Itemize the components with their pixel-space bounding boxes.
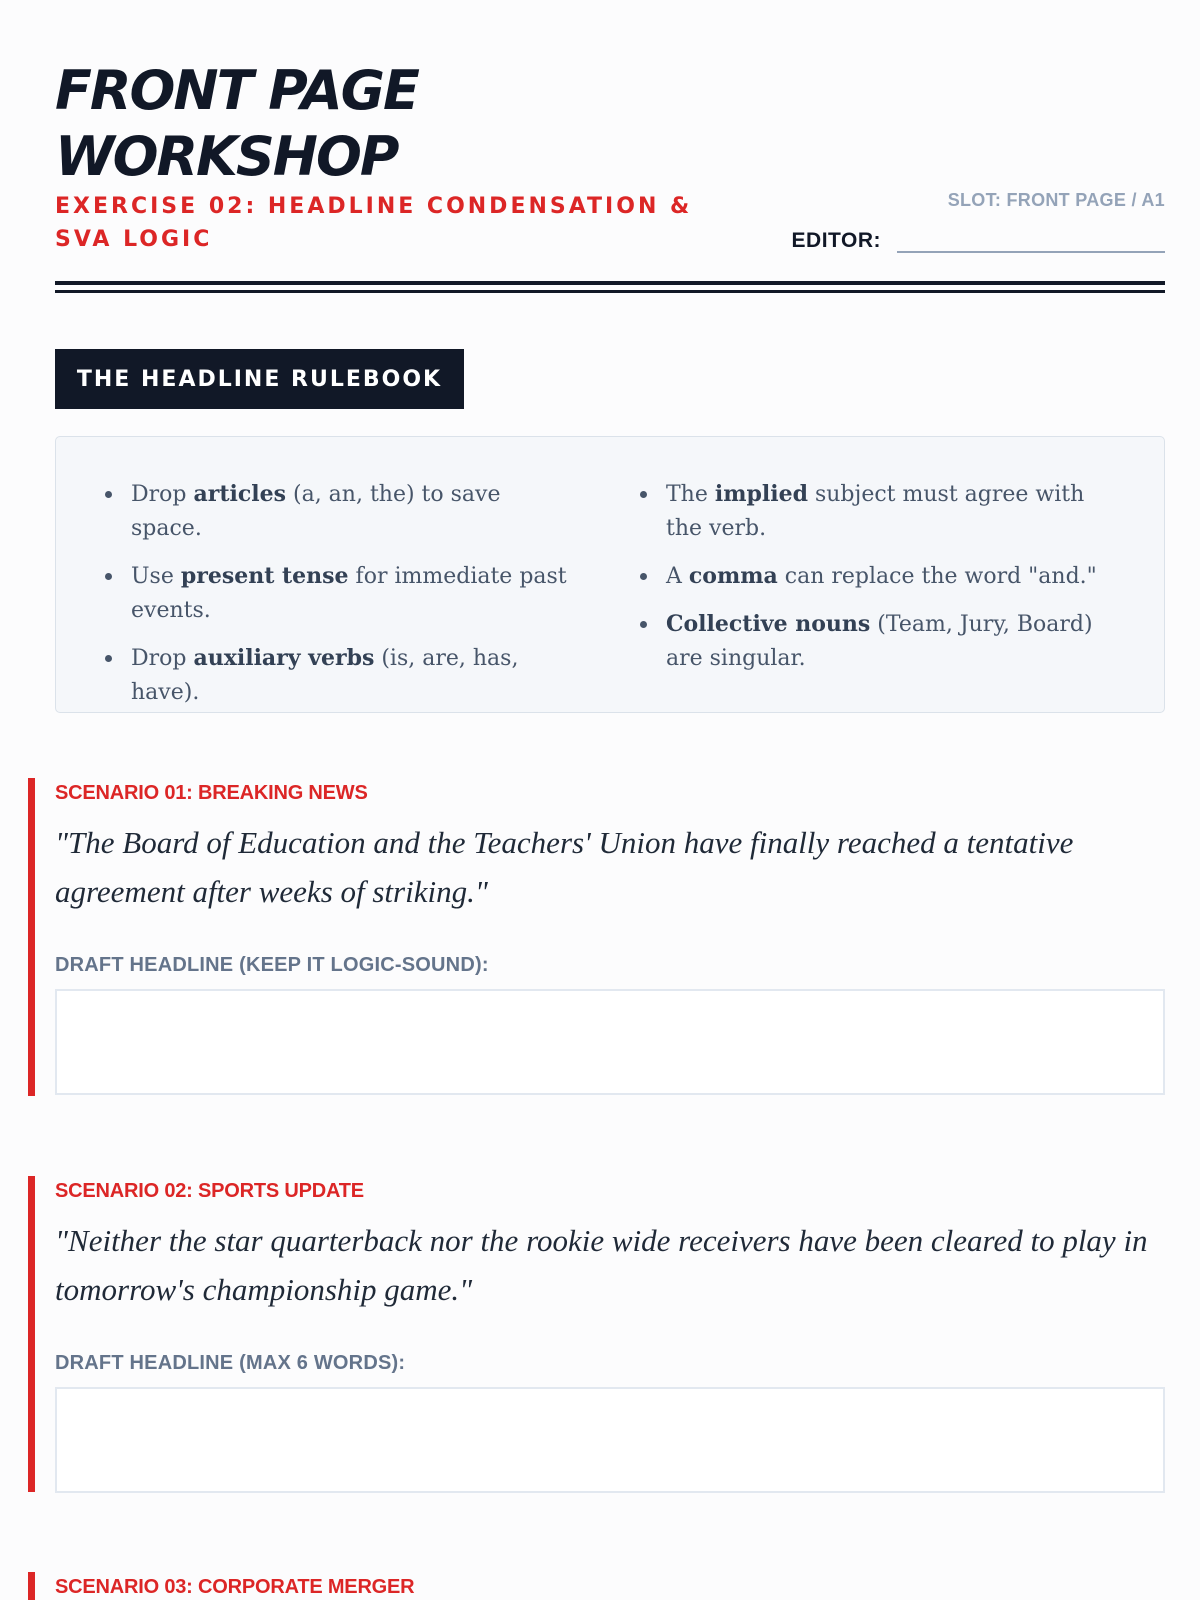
title-line-2: WORKSHOP (55, 125, 398, 188)
scenario-label: SCENARIO 01: BREAKING NEWS (55, 782, 368, 804)
draft-headline-label: DRAFT HEADLINE (KEEP IT LOGIC-SOUND): (55, 954, 489, 976)
scenario-quote: "The Board of Education and the Teachers' Union have finally reached a tentative agreement after weeks of striking." (55, 825, 1074, 909)
scenario-03 (28, 1572, 1165, 1600)
editor-field-row (792, 222, 1165, 253)
bullet-icon (640, 621, 647, 628)
editor-input-line[interactable] (897, 222, 1165, 253)
draft-headline-label: DRAFT HEADLINE (MAX 6 WORDS): (55, 1352, 406, 1374)
scenario-accent-bar (28, 1572, 35, 1600)
editor-label: EDITOR: (791, 229, 881, 252)
scenario-label: SCENARIO 02: SPORTS UPDATE (55, 1180, 364, 1202)
header-divider-thin (55, 290, 1165, 293)
slot-label: SLOT: FRONT PAGE / A1 (947, 190, 1165, 210)
scenario-quote: "Neither the star quarterback nor the rookie wide receivers have been cleared to play in tomorrow's championship game." (55, 1223, 1148, 1307)
scenario-label: SCENARIO 03: CORPORATE MERGER (55, 1576, 415, 1598)
bullet-icon (105, 655, 112, 662)
scenario-accent-bar (28, 1176, 35, 1492)
bullet-icon (640, 573, 647, 580)
scenario-01 (28, 778, 1165, 1098)
rule-item: The implied subject must agree with the verb. (634, 477, 1104, 546)
rulebook-panel (55, 436, 1165, 713)
rule-item: Drop articles (a, an, the) to save space. (99, 477, 569, 546)
rulebook-left-list (99, 477, 569, 723)
title-line-1: FRONT PAGE (55, 59, 418, 122)
rule-item: Drop auxiliary verbs (is, are, has, have). (99, 641, 569, 710)
rule-item: Use present tense for immediate past events. (99, 559, 569, 628)
draft-headline-input[interactable] (55, 1387, 1165, 1493)
header-divider-thick (55, 281, 1165, 285)
rulebook-heading: THE HEADLINE RULEBOOK (55, 349, 464, 409)
exercise-subtitle: EXERCISE 02: HEADLINE CONDENSATION & SVA LOGIC (55, 194, 693, 252)
rulebook-right-list (634, 477, 1104, 689)
bullet-icon (105, 491, 112, 498)
bullet-icon (640, 491, 647, 498)
scenario-02 (28, 1176, 1165, 1496)
rule-item: A comma can replace the word "and." (634, 559, 1104, 594)
rule-item: Collective nouns (Team, Jury, Board) are singular. (634, 607, 1104, 676)
page-title (55, 58, 575, 190)
bullet-icon (105, 573, 112, 580)
draft-headline-input[interactable] (55, 989, 1165, 1095)
scenario-accent-bar (28, 778, 35, 1096)
worksheet-page (55, 0, 1165, 1600)
